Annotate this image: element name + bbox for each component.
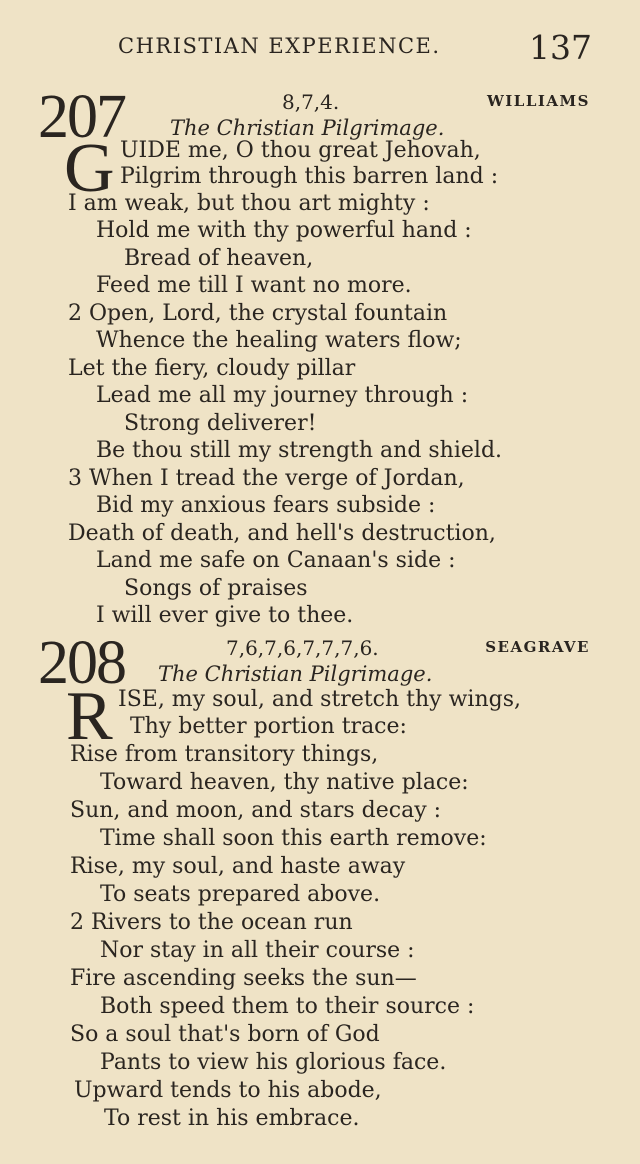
verse-line: Let the fiery, cloudy pillar	[68, 356, 356, 381]
hymn-title: The Christian Pilgrimage.	[158, 662, 433, 686]
verse-line: Hold me with thy powerful hand :	[96, 218, 472, 243]
verse-line: UIDE me, O thou great Jehovah,	[120, 138, 481, 163]
verse-line: Time shall soon this earth remove:	[100, 826, 487, 851]
verse-line: Death of death, and hell's destruction,	[68, 521, 496, 546]
verse-line: Bid my anxious fears subside :	[96, 493, 436, 518]
hymn-tune: WILLIAMS	[486, 92, 590, 110]
verse-line: Feed me till I want no more.	[96, 273, 412, 298]
hymn-meter: 8,7,4.	[282, 90, 340, 114]
hymn-tune: SEAGRAVE	[485, 638, 590, 656]
verse-line: Both speed them to their source :	[100, 994, 475, 1019]
verse-line: 3 When I tread the verge of Jordan,	[68, 466, 465, 491]
verse-line: Upward tends to his abode,	[74, 1078, 382, 1103]
verse-line: To seats prepared above.	[100, 882, 381, 907]
verse-line: Bread of heaven,	[124, 246, 314, 271]
verse-line: 2 Rivers to the ocean run	[70, 910, 353, 935]
verse-line: Be thou still my strength and shield.	[96, 438, 503, 463]
verse-line: So a soul that's born of God	[70, 1022, 380, 1047]
hymn-title: The Christian Pilgrimage.	[170, 116, 445, 140]
hymn-number: 207	[38, 83, 125, 151]
verse-line: Toward heaven, thy native place:	[100, 770, 469, 795]
verse-line: To rest in his embrace.	[104, 1106, 360, 1131]
verse-line: Land me safe on Canaan's side :	[96, 548, 456, 573]
verse-line: Strong deliverer!	[124, 411, 317, 436]
verse-line: Nor stay in all their course :	[100, 938, 415, 963]
verse-line: 2 Open, Lord, the crystal fountain	[68, 301, 448, 326]
running-head: CHRISTIAN EXPERIENCE.	[118, 34, 441, 58]
verse-line: I will ever give to thee.	[96, 603, 354, 628]
drop-cap: G	[64, 130, 115, 207]
verse-line: ISE, my soul, and stretch thy wings,	[118, 687, 522, 712]
verse-line: Sun, and moon, and stars decay :	[70, 798, 442, 823]
verse-line: Songs of praises	[124, 576, 308, 601]
verse-line: Thy better portion trace:	[130, 714, 407, 739]
verse-line: Whence the healing waters flow;	[96, 328, 462, 353]
verse-line: Pants to view his glorious face.	[100, 1050, 447, 1075]
verse-line: I am weak, but thou art mighty :	[68, 191, 430, 216]
hymn-number: 208	[38, 629, 125, 697]
page-number: 137	[529, 28, 592, 67]
drop-cap: R	[66, 678, 113, 755]
verse-line: Fire ascending seeks the sun—	[70, 966, 417, 991]
verse-line: Rise from transitory things,	[70, 742, 379, 767]
verse-line: Rise, my soul, and haste away	[70, 854, 406, 879]
verse-line: Lead me all my journey through :	[96, 383, 469, 408]
hymn-meter: 7,6,7,6,7,7,7,6.	[226, 636, 379, 660]
verse-line: Pilgrim through this barren land :	[120, 164, 499, 189]
